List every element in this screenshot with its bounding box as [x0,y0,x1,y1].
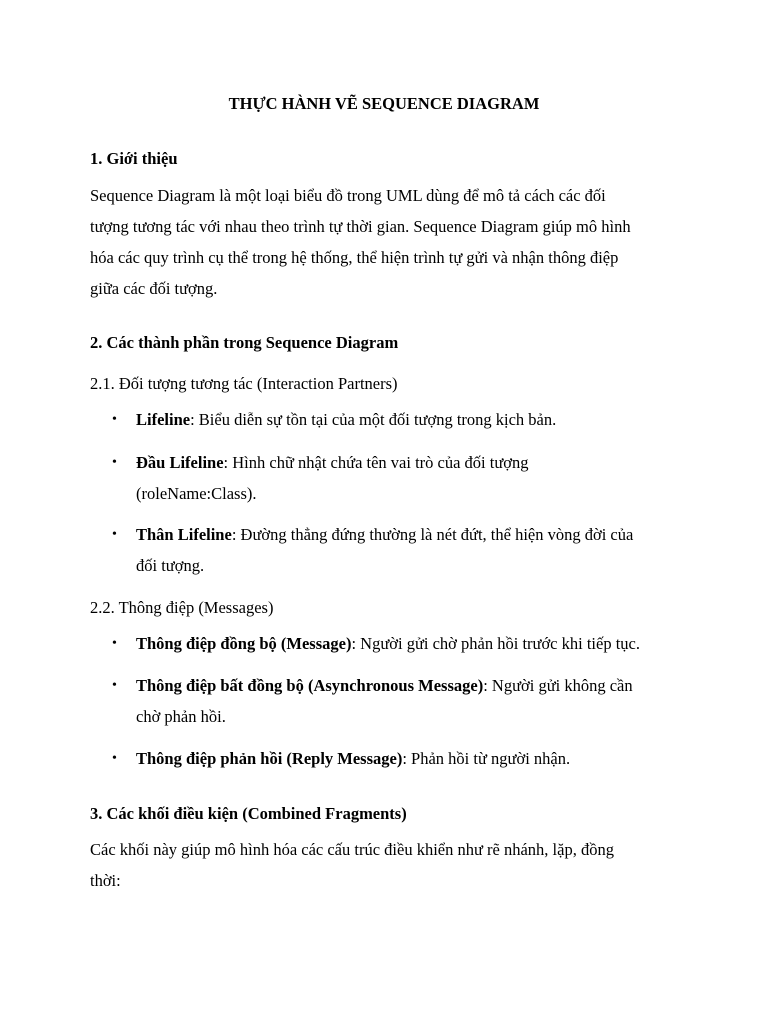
list-item-continuation: đối tượng. [136,556,205,575]
bullet-icon: • [112,412,117,427]
list-item-description: : Phản hồi từ người nhận. [402,749,571,768]
subsection-2-1-heading: 2.1. Đối tượng tương tác (Interaction Partners) [90,374,398,393]
list-item-continuation: (roleName:Class). [136,484,257,503]
section-2-heading: 2. Các thành phần trong Sequence Diagram [90,333,399,352]
list-item-term: Lifeline [136,410,191,429]
list-item-description: : Người gửi chờ phản hồi trước khi tiếp tục. [351,634,640,653]
list-item-term: Đầu Lifeline [136,453,224,472]
paragraph-line: Các khối này giúp mô hình hóa các cấu trúc điều khiển như rẽ nhánh, lặp, đồng [90,840,614,859]
paragraph-line: thời: [90,871,121,890]
list-item-description: : Biểu diễn sự tồn tại của một đối tượng trong kịch bản. [190,410,557,429]
list-item-description: : Hình chữ nhật chứa tên vai trò của đối tượng [223,453,529,472]
bullet-icon: • [112,636,117,651]
bullet-icon: • [112,455,117,470]
paragraph-line: giữa các đối tượng. [90,279,218,298]
subsection-2-2-heading: 2.2. Thông điệp (Messages) [90,598,274,617]
document-title: THỰC HÀNH VẼ SEQUENCE DIAGRAM [228,94,540,113]
paragraph-line: Sequence Diagram là một loại biểu đồ trong UML dùng để mô tả cách các đối [90,186,606,205]
list-item-continuation: chờ phản hồi. [136,707,226,726]
bullet-icon: • [112,527,117,542]
section-1-heading: 1. Giới thiệu [90,149,178,168]
list-item-term: Thông điệp phản hồi (Reply Message) [136,749,403,768]
list-item-term: Thân Lifeline [136,525,232,544]
section-3-heading: 3. Các khối điều kiện (Combined Fragments) [90,804,407,823]
list-item-description: : Đường thẳng đứng thường là nét đứt, thể hiện vòng đời của [231,525,634,544]
bullet-icon: • [112,751,117,766]
bullet-icon: • [112,678,117,693]
paragraph-line: hóa các quy trình cụ thể trong hệ thống, thể hiện trình tự gửi và nhận thông điệp [90,248,619,267]
list-item-term: Thông điệp đồng bộ (Message) [136,634,352,653]
list-item-term: Thông điệp bất đồng bộ (Asynchronous Message) [136,676,484,695]
list-item-description: : Người gửi không cần [483,676,633,695]
section-3-paragraph [90,834,614,896]
paragraph-line: tượng tương tác với nhau theo trình tự thời gian. Sequence Diagram giúp mô hình [90,217,631,236]
section-1-paragraph [90,180,631,304]
